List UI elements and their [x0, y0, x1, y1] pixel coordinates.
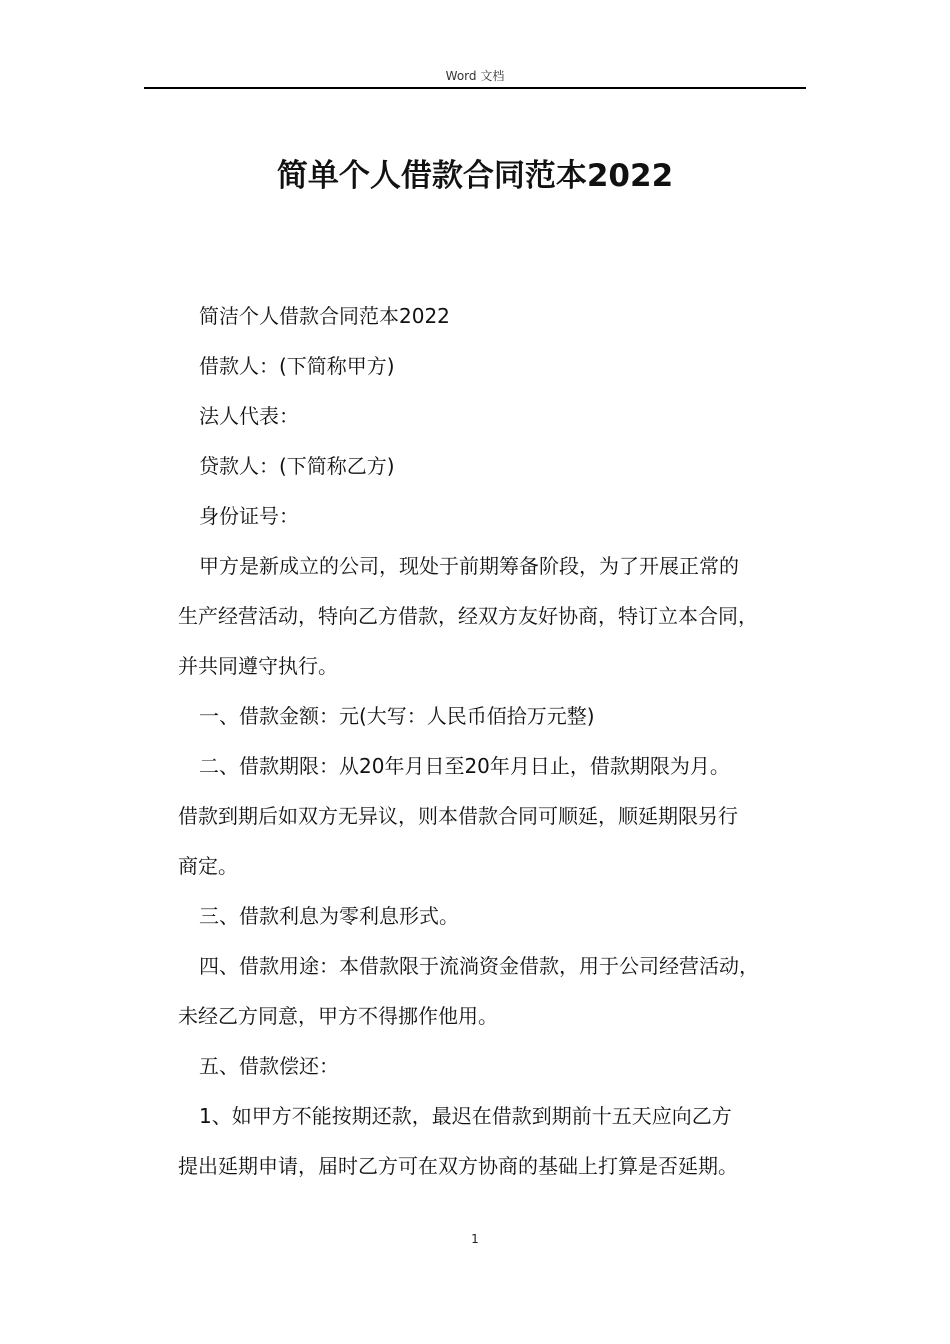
- body-line: 提出延期申请，届时乙方可在双方协商的基础上打算是否延期。: [178, 1154, 738, 1178]
- body-line: 甲方是新成立的公司，现处于前期筹备阶段，为了开展正常的: [199, 554, 739, 578]
- body-line: 商定。: [178, 854, 238, 878]
- body-line: 生产经营活动，特向乙方借款，经双方友好协商，特订立本合同，: [178, 604, 758, 628]
- body-line: 1、如甲方不能按期还款，最迟在借款到期前十五天应向乙方: [199, 1104, 732, 1128]
- document-title: 简单个人借款合同范本2022: [276, 158, 674, 194]
- body-line: 二、借款期限：从20年月日至20年月日止，借款期限为月。: [199, 754, 730, 778]
- body-line: 并共同遵守执行。: [178, 654, 338, 678]
- document-body: [178, 291, 816, 1191]
- body-line: 借款到期后如双方无异议，则本借款合同可顺延，顺延期限另行: [178, 804, 738, 828]
- body-line: 身份证号：: [199, 504, 299, 528]
- body-line: 贷款人：(下简称乙方): [199, 454, 395, 478]
- body-line: 法人代表：: [199, 404, 299, 428]
- body-line: 一、借款金额：元(大写：人民币佰拾万元整): [199, 704, 595, 728]
- header-divider: [144, 87, 806, 89]
- body-line: 五、借款偿还：: [199, 1054, 339, 1078]
- body-line: 四、借款用途：本借款限于流淌资金借款，用于公司经营活动，: [199, 954, 759, 978]
- body-line: 三、借款利息为零利息形式。: [199, 904, 459, 928]
- body-line: 简洁个人借款合同范本2022: [199, 304, 450, 328]
- page-number: 1: [471, 1232, 479, 1246]
- page-header-label: Word 文档: [445, 69, 505, 83]
- body-line: 未经乙方同意，甲方不得挪作他用。: [178, 1004, 498, 1028]
- body-line: 借款人：(下简称甲方): [199, 354, 395, 378]
